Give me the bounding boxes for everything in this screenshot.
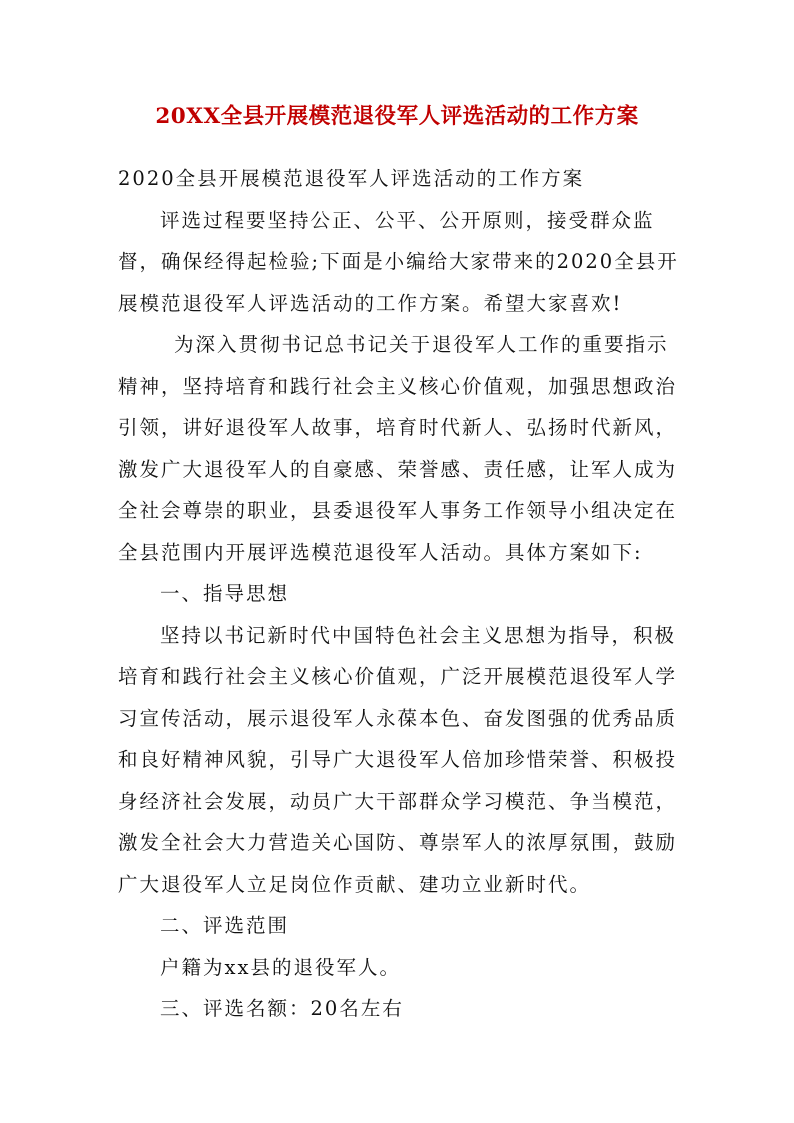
- purpose-paragraph: 为深入贯彻书记总书记关于退役军人工作的重要指示精神，坚持培育和践行社会主义核心价值观，加强思想政治引领，讲好退役军人故事，培育时代新人、弘扬时代新风，激发广大退役军人的自豪感、荣誉感、责任感，让军人成为全社会尊崇的职业，县委退役军人事务工作领导小组决定在全县范围内开展评选模范退役军人活动。具体方案如下:: [118, 333, 678, 564]
- intro-paragraph: 评选过程要坚持公正、公平、公开原则，接受群众监督，确保经得起检验;下面是小编给大家带来的2020全县开展模范退役军人评选活动的工作方案。希望大家喜欢!: [118, 208, 679, 315]
- section-2-heading: 二、评选范围: [160, 914, 290, 937]
- section-1-body: 坚持以书记新时代中国特色社会主义思想为指导，积极培育和践行社会主义核心价值观，广泛开展模范退役军人学习宣传活动，展示退役军人永葆本色、奋发图强的优秀品质和良好精神风貌，引导广大退役军人倍加珍惜荣誉、积极投身经济社会发展，动员广大干部群众学习模范、争当模范，激发全社会大力营造关心国防、尊崇军人的浓厚氛围，鼓励广大退役军人立足岗位作贡献、建功立业新时代。: [118, 623, 678, 896]
- document-subtitle: 2020全县开展模范退役军人评选活动的工作方案: [118, 167, 585, 190]
- section-2-body: 户籍为xx县的退役军人。: [160, 955, 401, 979]
- document-body: [118, 158, 684, 1030]
- document-title: 20XX全县开展模范退役军人评选活动的工作方案: [155, 104, 639, 129]
- section-3-heading: 三、评选名额：20名左右: [160, 997, 404, 1020]
- section-1-heading: 一、指导思想: [160, 582, 290, 605]
